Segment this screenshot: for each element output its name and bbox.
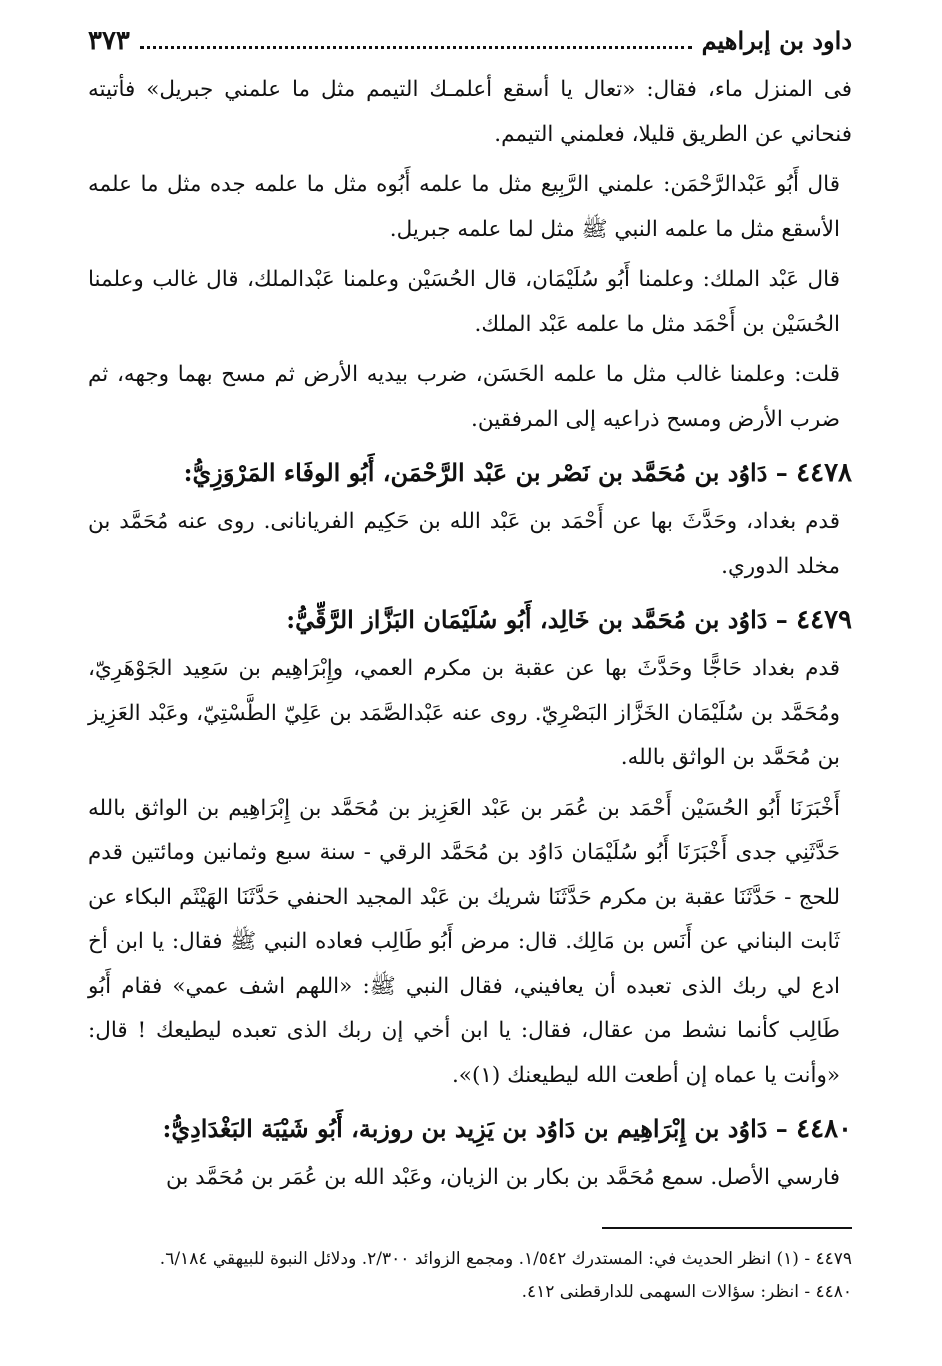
footnotes xyxy=(88,1243,852,1309)
entry-title: دَاوُد بن مُحَمَّد بن نَصْر بن عَبْد الرَّحْمَن، أَبُو الوفَاء المَرْوَزِيُّ: xyxy=(183,458,768,487)
paragraph: قلت: وعلمنا غالب مثل ما علمه الحَسَن، ضرب بيديه الأرض ثم مسح بهما وجهه، ثم ضرب الأرض ومسح ذراعيه إلى المرفقين. xyxy=(88,362,840,432)
entry-number: ٤٤٨٠ xyxy=(796,1114,852,1144)
book-page xyxy=(88,26,852,1346)
paragraph: قال أَبُو عَبْدالرَّحْمَن: علمني الرَّبِيع مثل ما علمه أَبُوه مثل ما علمه جده مثل ما علمه الأسقع مثل ما علمه النبي ﷺ مثل لما علمه جبريل. xyxy=(88,172,840,242)
entry-title: دَاوُد بن مُحَمَّد بن خَالِد، أَبُو سُلَيْمَان البَزَّاز الرَّقِّيُّ: xyxy=(286,605,768,634)
entry-title: دَاوُد بن إِبْرَاهِيم بن دَاوُد بن يَزِيد بن روزبة، أَبُو شَيْبَة البَغْدَادِيُّ: xyxy=(162,1114,768,1143)
entry-number: ٤٤٧٩ xyxy=(796,605,852,635)
footnote-divider xyxy=(602,1227,852,1229)
entry-heading-4479 xyxy=(88,595,852,645)
entry-dash: – xyxy=(767,458,788,487)
header-title: داود بن إبراهيم xyxy=(701,26,852,55)
entry-dash: – xyxy=(767,1114,788,1143)
page-number: ٣٧٣ xyxy=(88,26,130,56)
entry-dash: – xyxy=(767,605,788,634)
paragraph: فارسي الأصل. سمع مُحَمَّد بن بكار بن الزيان، وعَبْد الله بن عُمَر بن مُحَمَّد بن xyxy=(165,1165,840,1190)
entry-heading-4480 xyxy=(88,1104,852,1154)
header-dot-leader xyxy=(140,46,692,49)
paragraph: فى المنزل ماء، فقال: «تعال يا أسقع أعلمـك التيمم مثل ما علمني جبريل» فأتيته فنحاني عن الطريق قليلا، فعلمني التيمم. xyxy=(88,77,852,147)
paragraph: أَخْبَرَنَا أَبُو الحُسَيْن أَحْمَد بن عُمَر بن عَبْد العَزِيز بن مُحَمَّد بن إِبْرَاهِيم بن الواثق بالله حَدَّثَنِي جدى أَخْبَرَنَا أَبُو سُلَيْمَان دَاوُد بن مُحَمَّد الرقي - سنة سبع وثمانين ومائتين قدم للحج - حَدَّثَنَا عقبة بن مكرم حَدَّثَنَا شريك بن عَبْد المجيد الحنفي حَدَّثَنَا الهَيْثَم البكاء عن ثَابت البناني عن أَنَس بن مَالِك. قال: مرض أَبُو طَالِب فعاده النبي ﷺ فقال: يا ابن أخ ادع لي ربك الذى تعبده أن يعافيني، فقال النبي ﷺ: «اللهم اشف عمي» فقام أَبُو طَالِب كأنما نشط من عقال، فقال: يا ابن أخي إن ربك الذى تعبده ليطيعك ! قال: «وأنت يا عماه إن أطعت الله ليطيعنك (١)». xyxy=(88,795,840,1088)
paragraph: قدم بغداد، وحَدَّثَ بها عن أَحْمَد بن عَبْد الله بن حَكِيم الفريانانى. روى عنه مُحَمَّد بن مخلد الدوري. xyxy=(88,509,840,579)
paragraph: قدم بغداد حَاجًّا وحَدَّثَ بها عن عقبة بن مكرم العمي، وإِبْرَاهِيم بن سَعِيد الجَوْهَرِيّ، ومُحَمَّد بن سُلَيْمَان الخَزَّاز البَصْرِيّ. روى عنه عَبْدالصَّمَد بن عَلِيّ الطَّسْتِيّ، وعَبْد العَزِيز بن مُحَمَّد بن الواثق بالله. xyxy=(88,656,840,770)
entry-heading-4478 xyxy=(88,448,852,498)
main-text xyxy=(88,68,852,1201)
footnote: ٤٤٨٠ - انظر: سؤالات السهمى للدارقطنى ٤١٢. xyxy=(521,1281,852,1302)
paragraph: قال عَبْد الملك: وعلمنا أَبُو سُلَيْمَان، قال الحُسَيْن وعلمنا عَبْدالملك، قال غالب وعلمنا الحُسَيْن بن أَحْمَد مثل ما علمه عَبْد الملك. xyxy=(88,267,840,337)
running-header xyxy=(88,26,852,68)
footnote: ٤٤٧٩ - (١) انظر الحديث في: المستدرك ١/٥٤٢. ومجمع الزوائد ٢/٣٠٠. ودلائل النبوة للبيهقي ٦/١٨٤. xyxy=(159,1248,852,1269)
entry-number: ٤٤٧٨ xyxy=(796,458,852,488)
